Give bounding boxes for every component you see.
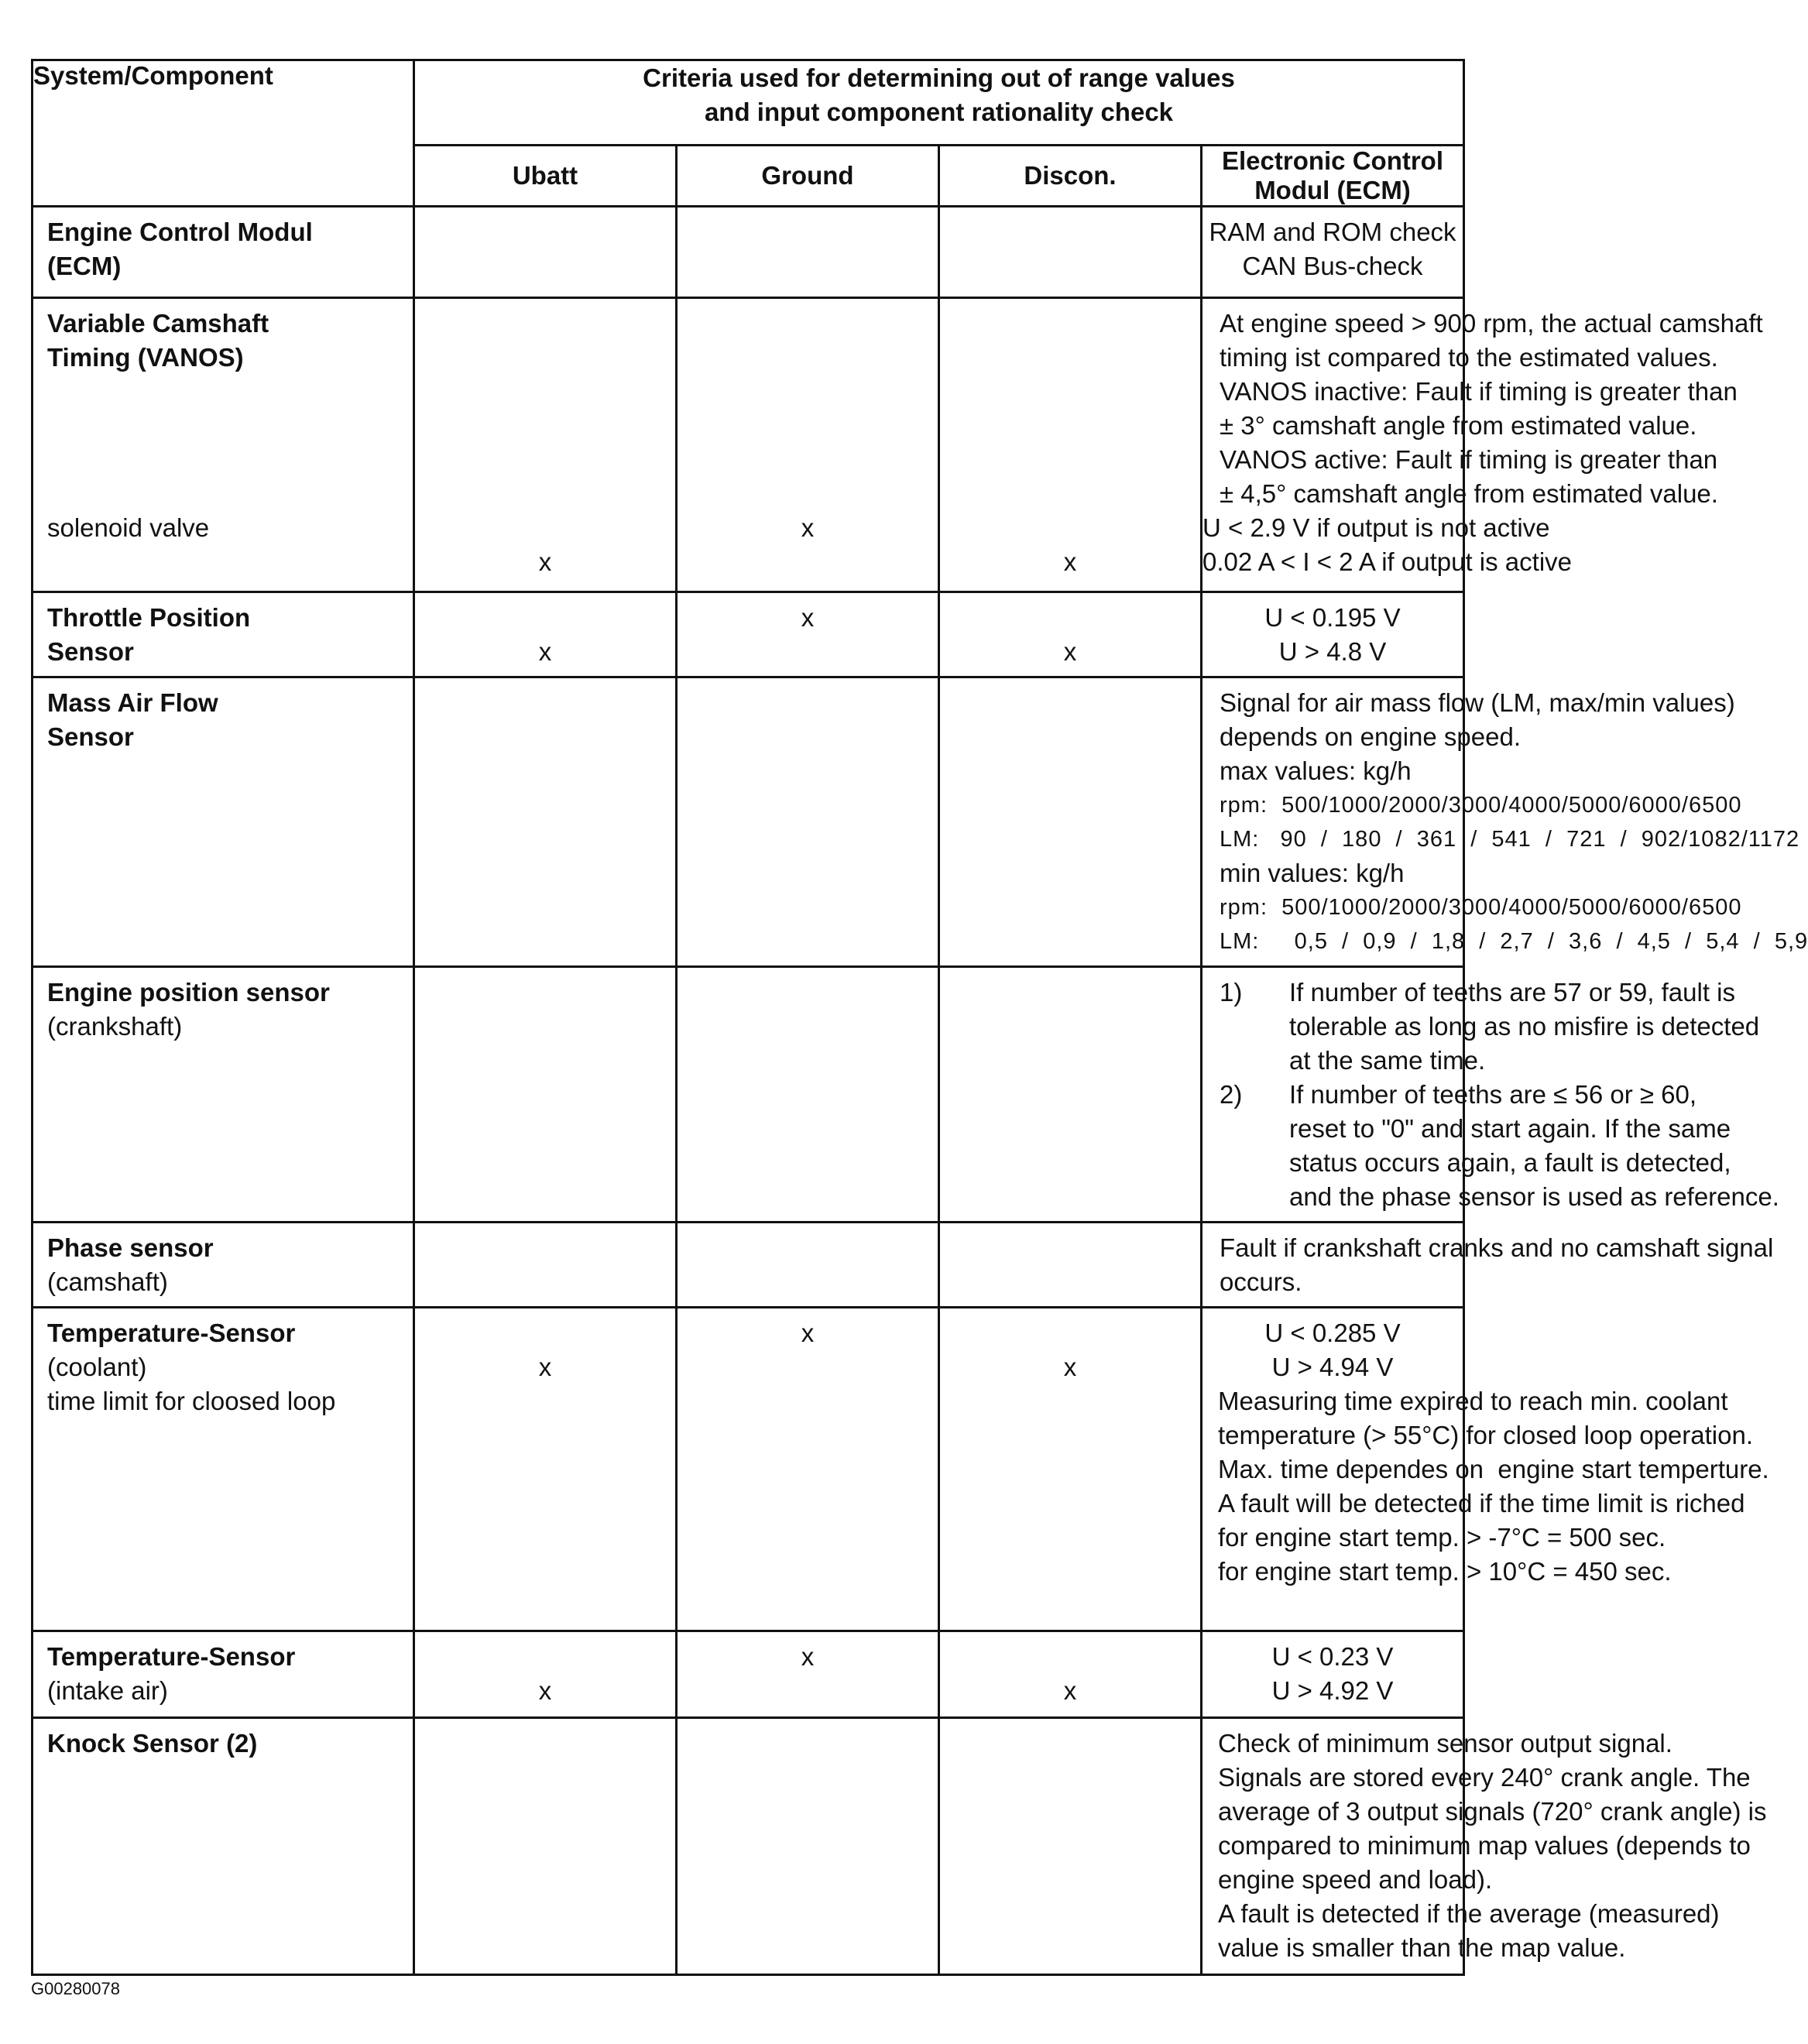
ground-mark: x [801,513,815,542]
criteria-text: If number of teeths are 57 or 59, fault is [1289,978,1735,1007]
criteria-text: max values: kg/h [1220,756,1412,785]
ubatt-mark: x [538,637,552,666]
criteria-text: engine speed and load). [1218,1865,1493,1894]
ground-mark: x [801,603,815,632]
discon-cell [939,1718,1202,1975]
criteria-text: If number of teeths are ≤ 56 or ≥ 60, [1289,1080,1697,1109]
component-cell [33,967,414,1223]
criteria-text: value is smaller than the map value. [1218,1933,1626,1962]
component-name: Throttle Position [47,603,251,632]
criteria-text: CAN Bus-check [1242,252,1423,280]
criteria-text: rpm: 500/1000/2000/3000/4000/5000/6000/6500 [1220,793,1742,818]
component-cell [33,298,414,592]
table-row [33,1631,1464,1718]
criteria-text: rpm: 500/1000/2000/3000/4000/5000/6000/6500 [1220,895,1742,920]
component-name: Temperature-Sensor [47,1642,296,1671]
ubatt-cell [414,1308,677,1631]
header-criteria [414,60,1464,146]
component-name: Engine Control Modul [47,218,313,246]
ubatt-mark: x [538,1353,552,1381]
criteria-cell [1202,592,1464,677]
criteria-text: 0.02 A < I < 2 A if output is active [1202,547,1573,576]
criteria-cell [1202,207,1464,298]
criteria-text: ± 3° camshaft angle from estimated value. [1220,411,1697,440]
ground-cell [677,1718,939,1975]
component-name: Sensor [47,722,134,751]
criteria-cell [1202,1718,1767,1975]
criteria-text: at the same time. [1289,1046,1486,1075]
criteria-text: LM: 90 / 180 / 361 / 541 / 721 / 902/1082/1172 [1220,827,1800,852]
component-subname: (coolant) [47,1353,147,1381]
criteria-text: U > 4.8 V [1278,637,1387,666]
criteria-text: VANOS active: Fault if timing is greater than [1220,445,1718,474]
table-row [33,207,1464,298]
component-name: Temperature-Sensor [47,1319,296,1347]
table-row [33,298,1464,592]
criteria-text: temperature (> 55°C) for closed loop operation. [1218,1421,1753,1449]
ground-cell [677,1631,939,1718]
discon-cell [939,677,1202,967]
criteria-text: status occurs again, a fault is detected, [1289,1148,1731,1177]
criteria-text: and the phase sensor is used as reference. [1289,1182,1779,1211]
criteria-text: VANOS inactive: Fault if timing is greater than [1220,377,1738,406]
discon-mark: x [1063,637,1077,666]
component-name: Sensor [47,637,134,666]
header-ubatt: Ubatt [414,146,677,207]
criteria-text: occurs. [1220,1267,1302,1296]
criteria-text: U > 4.94 V [1271,1353,1394,1381]
criteria-text: Measuring time expired to reach min. coolant [1218,1387,1728,1415]
discon-cell [939,967,1202,1223]
ubatt-mark: x [538,547,552,576]
ground-cell [677,207,939,298]
criteria-text: At engine speed > 900 rpm, the actual camshaft [1220,309,1763,338]
component-name: Engine position sensor [47,978,330,1007]
ubatt-cell [414,592,677,677]
criteria-text: A fault is detected if the average (measured) [1218,1899,1720,1928]
criteria-text: ± 4,5° camshaft angle from estimated value. [1220,479,1718,508]
criteria-text: Fault if crankshaft cranks and no camshaft signal [1220,1233,1774,1262]
component-cell [33,1631,414,1718]
header-criteria-line2: and input component rationality check [704,98,1174,126]
discon-cell [939,298,1202,592]
component-cell [33,677,414,967]
criteria-cell [1202,677,1808,967]
discon-mark: x [1063,1353,1077,1381]
criteria-text: depends on engine speed. [1220,722,1522,751]
criteria-text: average of 3 output signals (720° crank angle) is [1218,1797,1767,1826]
ground-mark: x [801,1319,815,1347]
component-cell [33,1223,414,1308]
component-name: Phase sensor [47,1233,214,1262]
table-row [33,1223,1464,1308]
component-subname: solenoid valve [47,513,210,542]
criteria-cell [1202,1631,1464,1718]
criteria-text: Signal for air mass flow (LM, max/min values) [1220,688,1735,717]
ubatt-cell [414,298,677,592]
ground-cell [677,677,939,967]
criteria-text: timing ist compared to the estimated values. [1220,343,1718,372]
component-subname: (crankshaft) [47,1012,183,1041]
component-name: Knock Sensor (2) [47,1729,258,1758]
criteria-text: for engine start temp. > 10°C = 450 sec. [1218,1557,1672,1586]
criteria-cell [1202,1308,1769,1631]
component-cell [33,592,414,677]
criteria-cell [1202,1223,1774,1308]
criteria-text: min values: kg/h [1220,859,1405,887]
criteria-text: Signals are stored every 240° crank angle. The [1218,1763,1751,1792]
discon-cell [939,1223,1202,1308]
component-cell [33,1718,414,1975]
header-criteria-line1: Criteria used for determining out of range values [643,63,1235,92]
component-subname: (intake air) [47,1676,168,1705]
component-subname: time limit for cloosed loop [47,1387,336,1415]
component-cell [33,1308,414,1631]
ground-cell [677,1223,939,1308]
discon-cell [939,592,1202,677]
table-row [33,967,1464,1223]
ground-cell [677,298,939,592]
component-name: Mass Air Flow [47,688,218,717]
discon-cell [939,1308,1202,1631]
criteria-text: for engine start temp. > -7°C = 500 sec. [1218,1523,1666,1552]
header-ground: Ground [677,146,939,207]
ubatt-cell [414,207,677,298]
table-header-row [33,60,1464,146]
criteria-text: RAM and ROM check [1209,218,1456,246]
list-number: 1) [1220,978,1243,1007]
header-discon: Discon. [939,146,1202,207]
table-row [33,592,1464,677]
criteria-text: compared to minimum map values (depends to [1218,1831,1751,1860]
component-cell [33,207,414,298]
ubatt-cell [414,677,677,967]
ground-cell [677,592,939,677]
ground-mark: x [801,1642,815,1671]
criteria-text: Max. time dependes on engine start temperture. [1218,1455,1769,1483]
criteria-text: Check of minimum sensor output signal. [1218,1729,1672,1758]
ubatt-cell [414,1631,677,1718]
table-row [33,1718,1464,1975]
component-subname: (camshaft) [47,1267,168,1296]
criteria-text: U < 0.285 V [1264,1319,1401,1347]
figure-id: G00280078 [31,1979,120,1998]
ubatt-cell [414,967,677,1223]
header-ecm: Electronic Control Modul (ECM) [1202,146,1464,207]
table-row [33,1308,1464,1631]
table-row [33,677,1464,967]
criteria-text: reset to "0" and start again. If the same [1289,1114,1731,1143]
criteria-text: LM: 0,5 / 0,9 / 1,8 / 2,7 / 3,6 / 4,5 / 5,4 / 5,9 [1220,929,1808,954]
criteria-cell [1202,967,1779,1223]
discon-cell [939,207,1202,298]
discon-mark: x [1063,1676,1077,1705]
criteria-text: U < 2.9 V if output is not active [1202,513,1550,542]
ubatt-cell [414,1718,677,1975]
ubatt-cell [414,1223,677,1308]
criteria-text: U < 0.23 V [1271,1642,1394,1671]
header-system: System/Component [33,60,414,207]
ground-cell [677,967,939,1223]
criteria-text: tolerable as long as no misfire is detected [1289,1012,1760,1041]
criteria-text: U < 0.195 V [1264,603,1401,632]
discon-mark: x [1063,547,1077,576]
criteria-cell [1202,298,1763,592]
component-name: Timing (VANOS) [47,343,244,372]
list-number: 2) [1220,1080,1243,1109]
component-name: (ECM) [47,252,122,280]
ubatt-mark: x [538,1676,552,1705]
ground-cell [677,1308,939,1631]
criteria-text: A fault will be detected if the time limit is riched [1218,1489,1745,1518]
discon-cell [939,1631,1202,1718]
component-name: Variable Camshaft [47,309,269,338]
criteria-table [31,59,1808,1976]
criteria-text: U > 4.92 V [1271,1676,1394,1705]
